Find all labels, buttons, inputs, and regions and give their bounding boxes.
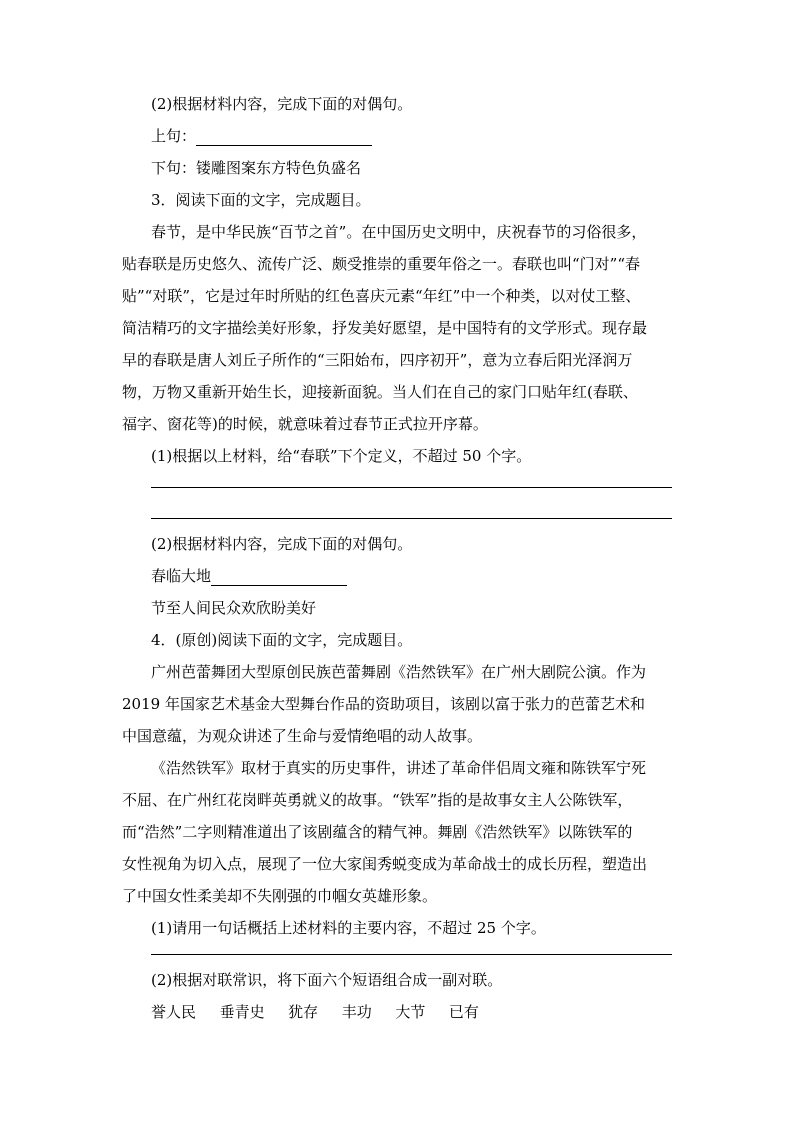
q3-upper-text: 春临大地 <box>151 567 212 585</box>
q4-para2-line: 了中国女性柔美却不失刚强的巾帼女英雄形象。 <box>122 887 438 905</box>
q3-passage-line: 物，万物又重新开始生长，迎接新面貌。当人们在自己的家门口贴年红(春联、 <box>122 383 638 401</box>
q2-prev-lower: 下句：镂雕图案东方特色负盛名 <box>151 159 362 177</box>
phrase: 誉人民 <box>151 1003 197 1021</box>
q3-sub2-prompt: (2)根据材料内容，完成下面的对偶句。 <box>151 535 413 553</box>
q4-para2-line: 《浩然铁军》取材于真实的历史事件，讲述了革命伴侣周文雍和陈铁军宁死 <box>151 759 647 777</box>
phrase: 丰功 <box>341 1003 372 1021</box>
q4-phrase-list <box>151 1002 479 1022</box>
q3-upper-line <box>151 566 347 586</box>
q3-passage-line: 早的春联是唐人刘丘子所作的“三阳始布，四序初开”，意为立春后阳光泽润万 <box>122 351 633 369</box>
q4-para1-line: 中国意蕴，为观众讲述了生命与爱情绝唱的动人故事。 <box>122 727 483 745</box>
q3-passage-line: 福字、窗花等)的时候，就意味着过春节正式拉开序幕。 <box>122 415 488 433</box>
q4-para1-line: 2019 年国家艺术基金大型舞台作品的资助项目，该剧以富于张力的芭蕾艺术和 <box>122 695 645 713</box>
q4-para2-line: 不屈、在广州红花岗畔英勇就义的故事。“铁军”指的是故事女主人公陈铁军， <box>122 791 633 809</box>
q3-heading: 3．阅读下面的文字，完成题目。 <box>151 191 371 209</box>
phrase: 犹存 <box>288 1003 319 1021</box>
q2-prev-upper <box>151 126 372 146</box>
q3-upper-answer-blank[interactable] <box>211 568 347 586</box>
q3-answer-line-1[interactable] <box>151 487 672 488</box>
phrase: 已有 <box>448 1003 479 1021</box>
q4-sub1-prompt: (1)请用一句话概括上述材料的主要内容，不超过 25 个字。 <box>151 919 546 937</box>
q4-heading: 4．(原创)阅读下面的文字，完成题目。 <box>151 631 413 649</box>
q3-sub1-prompt: (1)根据以上材料，给“春联”下个定义，不超过 50 个字。 <box>151 447 532 465</box>
q3-lower-line: 节至人间民众欢欣盼美好 <box>151 599 317 617</box>
q3-passage-line: 贴”“对联”，它是过年时所贴的红色喜庆元素“年红”中一个种类，以对仗工整、 <box>122 287 641 305</box>
q4-para1-line: 广州芭蕾舞团大型原创民族芭蕾舞剧《浩然铁军》在广州大剧院公演。作为 <box>151 663 647 681</box>
q4-sub2-prompt: (2)根据对联常识，将下面六个短语组合成一副对联。 <box>151 971 503 989</box>
q4-para2-line: 而“浩然”二字则精准道出了该剧蕴含的精气神。舞剧《浩然铁军》以陈铁军的 <box>122 823 633 841</box>
q2-prev-prompt: (2)根据材料内容，完成下面的对偶句。 <box>151 95 413 113</box>
phrase: 大节 <box>395 1003 426 1021</box>
upper-label: 上句： <box>151 127 197 145</box>
q3-answer-line-2[interactable] <box>151 518 672 519</box>
q4-para2-line: 女性视角为切入点，展现了一位大家闺秀蜕变成为革命战士的成长历程，塑造出 <box>122 855 648 873</box>
q4-answer-line[interactable] <box>151 954 672 955</box>
q3-passage-line: 贴春联是历史悠久、流传广泛、颇受推崇的重要年俗之一。春联也叫“门对”“春 <box>122 255 641 273</box>
q3-passage-line: 春节，是中华民族“百节之首”。在中国历史文明中，庆祝春节的习俗很多， <box>151 223 647 241</box>
q3-passage-line: 简洁精巧的文字描绘美好形象，抒发美好愿望，是中国特有的文学形式。现存最 <box>122 319 648 337</box>
upper-answer-blank[interactable] <box>196 128 372 146</box>
phrase: 垂青史 <box>219 1003 265 1021</box>
